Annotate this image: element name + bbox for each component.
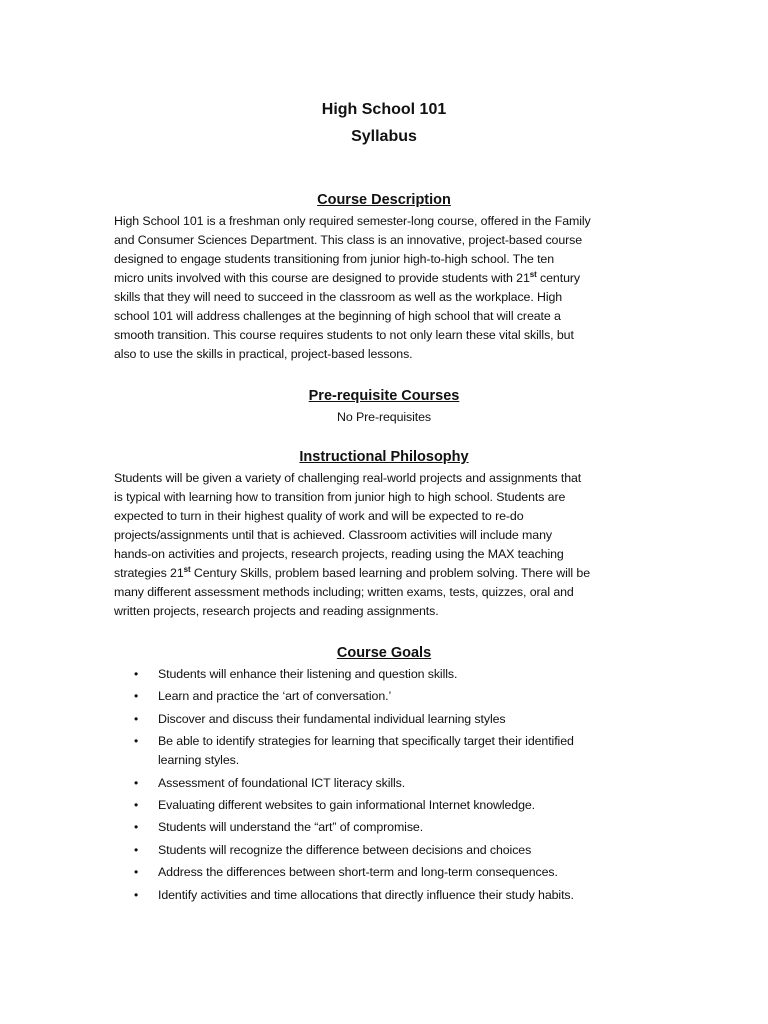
bullet-icon: • xyxy=(134,797,139,812)
title-line-2: Syllabus xyxy=(351,128,417,145)
goal-text: Identify activities and time allocations that directly influence their study habits. xyxy=(158,887,574,902)
bullet-icon: • xyxy=(134,865,139,880)
goal-text: Learn and practice the ‘art of conversation.’ xyxy=(158,689,392,704)
goal-item xyxy=(114,841,654,860)
instructional-philosophy-heading: Instructional Philosophy xyxy=(299,449,469,465)
goal-text: learning styles. xyxy=(158,753,240,768)
goal-text: Discover and discuss their fundamental individual learning styles xyxy=(158,711,506,726)
goal-item xyxy=(114,665,654,684)
goal-item xyxy=(114,710,654,729)
text-fragment: Century Skills, problem based learning and problem solving. There will be xyxy=(190,566,590,580)
course-goals-list xyxy=(114,665,654,905)
bullet-icon: • xyxy=(134,711,139,726)
goal-item xyxy=(114,818,654,837)
text-line: also to use the skills in practical, project-based lessons. xyxy=(114,347,413,361)
goal-text: Students will enhance their listening and question skills. xyxy=(158,667,458,681)
instructional-philosophy-section xyxy=(114,447,654,621)
syllabus-page xyxy=(114,96,654,908)
ordinal-suffix: st xyxy=(529,269,537,279)
text-line: smooth transition. This course requires students to not only learn these vital skills, but xyxy=(114,328,574,342)
goal-text: Be able to identify strategies for learning that specifically target their identified xyxy=(158,734,574,749)
text-line: written projects, research projects and reading assignments. xyxy=(114,604,439,618)
goal-text: Students will understand the “art” of compromise. xyxy=(158,820,424,835)
bullet-icon: • xyxy=(134,775,139,790)
course-description-heading: Course Description xyxy=(317,192,451,208)
text-line: skills that they will need to succeed in the classroom as well as the workplace. High xyxy=(114,290,563,304)
text-line: school 101 will address challenges at the beginning of high school that will create a xyxy=(114,309,561,323)
text-fragment: century xyxy=(536,271,580,285)
text-line: Students will be given a variety of challenging real-world projects and assignments that xyxy=(114,471,582,485)
goal-item xyxy=(114,863,654,882)
prerequisites-heading: Pre-requisite Courses xyxy=(308,388,460,404)
bullet-icon: • xyxy=(134,689,139,704)
text-line: expected to turn in their highest quality of work and will be expected to re-do xyxy=(114,509,524,523)
bullet-icon: • xyxy=(134,842,139,857)
text-fragment: micro units involved with this course are designed to provide students with 21 xyxy=(114,271,530,285)
course-goals-heading: Course Goals xyxy=(336,645,432,661)
bullet-icon: • xyxy=(134,667,139,681)
goal-text: Assessment of foundational ICT literacy skills. xyxy=(158,775,406,790)
text-line: designed to engage students transitioning from junior high-to-high school. The ten xyxy=(114,252,554,266)
bullet-icon: • xyxy=(134,820,139,835)
text-line: High School 101 is a freshman only required semester-long course, offered in the Family xyxy=(114,214,591,228)
text-line: many different assessment methods including; written exams, tests, quizzes, oral and xyxy=(114,585,574,599)
goal-item xyxy=(114,886,654,905)
goal-item xyxy=(114,774,654,793)
goal-item xyxy=(114,796,654,815)
goal-text: Evaluating different websites to gain informational Internet knowledge. xyxy=(158,797,536,812)
text-line: hands-on activities and projects, research projects, reading using the MAX teaching xyxy=(114,547,564,561)
text-fragment: strategies 21 xyxy=(114,566,184,580)
course-description-text xyxy=(114,212,654,364)
course-description-section xyxy=(114,190,654,364)
bullet-icon: • xyxy=(134,734,139,749)
text-line: projects/assignments until that is achieved. Classroom activities will include many xyxy=(114,528,552,542)
text-line xyxy=(114,564,654,583)
ordinal-suffix: st xyxy=(183,564,191,574)
prerequisites-section xyxy=(114,386,654,427)
instructional-philosophy-text xyxy=(114,469,654,621)
course-goals-section xyxy=(114,643,654,905)
text-line: and Consumer Sciences Department. This class is an innovative, project-based course xyxy=(114,233,583,247)
prerequisites-text: No Pre-requisites xyxy=(336,410,432,424)
title-line-1: High School 101 xyxy=(321,101,447,118)
text-line xyxy=(114,269,654,288)
goal-item xyxy=(114,732,654,770)
goal-text: Students will recognize the difference between decisions and choices xyxy=(158,842,532,857)
goal-item xyxy=(114,687,654,706)
text-line: is typical with learning how to transition from junior high to high school. Students are xyxy=(114,490,566,504)
goal-text: Address the differences between short-term and long-term consequences. xyxy=(158,865,558,880)
bullet-icon: • xyxy=(134,887,139,902)
document-title xyxy=(114,96,654,150)
